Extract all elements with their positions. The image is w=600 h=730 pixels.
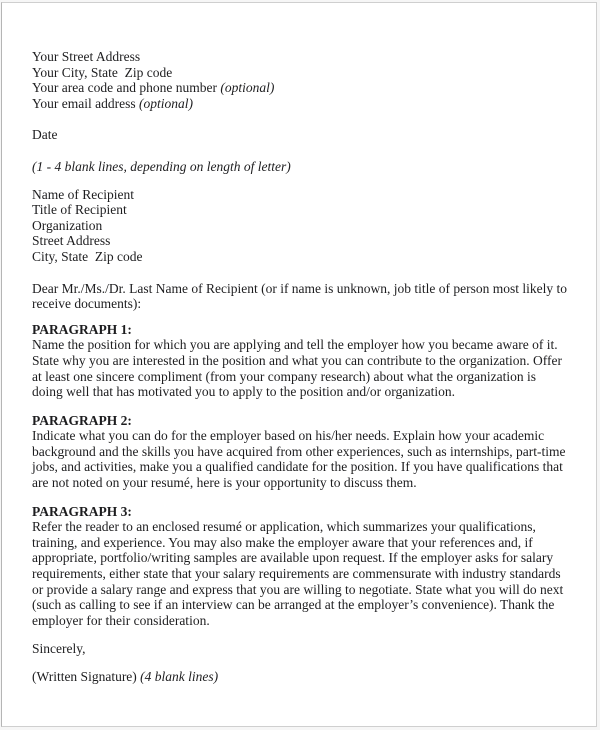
written-signature-note: (Written Signature)	[32, 669, 141, 684]
paragraph-3	[32, 504, 570, 629]
sender-phone-text: Your area code and phone number	[32, 80, 221, 96]
paragraph-3-body: Refer the reader to an enclosed resumé or application, which summarizes your qualifications, training, and experience. You may also make the employer aware that your references and, if appropriate, portfolio/writing samples are available upon request. If the employer asks for salary requirements, either state that your salary requirements are commensurate with industry standards or provide a salary range and express that you are willing to negotiate. State what you will do next (such as calling to see if an interview can be arranged at the employer’s convenience). Thank the employer for their consideration.	[32, 519, 564, 628]
paragraph-2	[32, 413, 570, 491]
sender-email-text: Your email address	[32, 95, 139, 111]
signature-blank-lines-note: (4 blank lines)	[140, 669, 219, 684]
sender-address-block	[32, 49, 570, 111]
recipient-street: Street Address	[32, 233, 111, 249]
recipient-title: Title of Recipient	[32, 202, 127, 218]
signature-line	[32, 669, 570, 685]
recipient-city-state-zip: City, State Zip code	[32, 248, 143, 264]
paragraph-2-heading: PARAGRAPH 2:	[32, 412, 132, 428]
salutation-line: Dear Mr./Ms./Dr. Last Name of Recipient (or if name is unknown, job title of person most likely to receive documents):	[32, 280, 568, 312]
recipient-address-block	[32, 187, 570, 265]
sender-city-state-zip: Your City, State Zip code	[32, 64, 173, 80]
paragraph-1-heading: PARAGRAPH 1:	[32, 321, 132, 337]
paragraph-1-body: Name the position for which you are applying and tell the employer how you became aware of it. State why you are interested in the position and what you can contribute to the organization. Offer at least one sincere compliment (from your company research) about what the organization is doing well that has motivated you to apply to the position and/or organization.	[32, 337, 562, 400]
phone-optional-note: (optional)	[220, 80, 275, 96]
recipient-name: Name of Recipient	[32, 186, 134, 202]
recipient-organization: Organization	[32, 217, 103, 233]
email-optional-note: (optional)	[139, 95, 193, 111]
sender-street: Your Street Address	[32, 49, 141, 64]
sender-email	[32, 96, 570, 112]
sender-phone	[32, 80, 570, 96]
closing-line: Sincerely,	[32, 641, 86, 657]
paragraph-2-body: Indicate what you can do for the employer based on his/her needs. Explain how your academic background and the skills you have acquired from other experiences, such as internships, part-time jobs, and activities, make you a qualified candidate for the position. If you have qualifications that are not noted on your resumé, here is your opportunity to discuss them.	[32, 428, 566, 491]
paragraph-1	[32, 322, 570, 400]
document-page	[1, 2, 597, 727]
blank-lines-note: (1 - 4 blank lines, depending on length of letter)	[32, 158, 291, 174]
date-line: Date	[32, 127, 58, 143]
paragraph-3-heading: PARAGRAPH 3:	[32, 503, 132, 519]
